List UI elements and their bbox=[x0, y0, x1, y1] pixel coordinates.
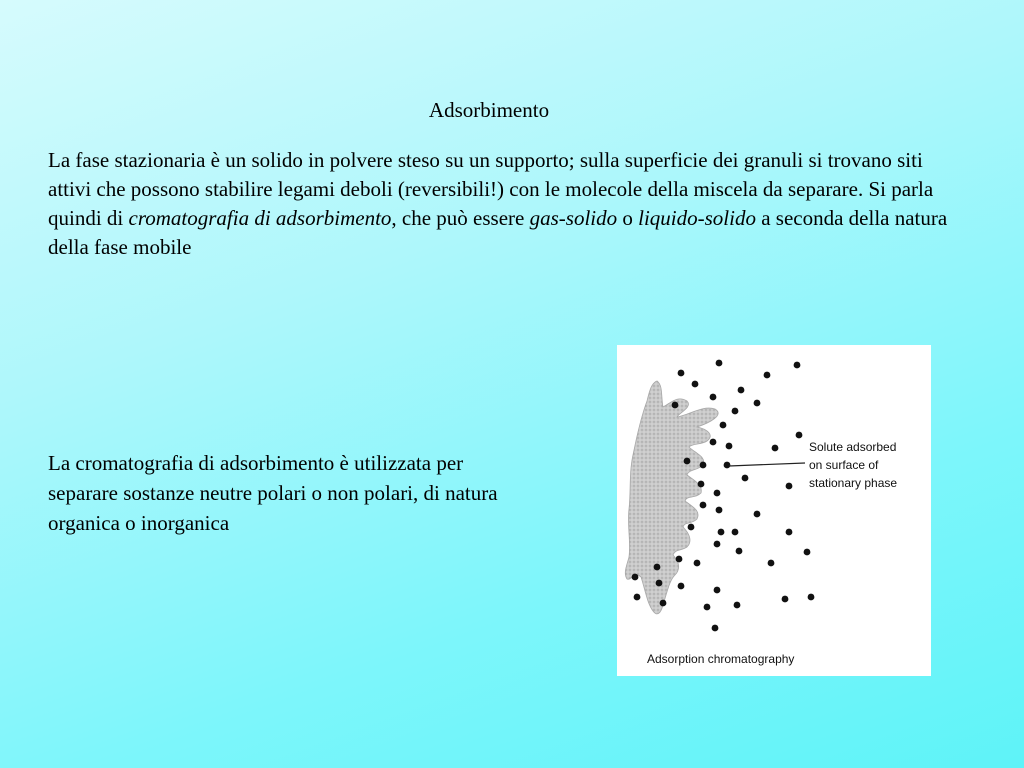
term-gas-solid: gas-solido bbox=[529, 206, 618, 230]
intro-text-2: , che può essere bbox=[391, 206, 530, 230]
stationary-phase-shape bbox=[625, 381, 718, 614]
usage-paragraph: La cromatografia di adsorbimento è utilizzata per separare sostanze neutre polari o non polari, di natura organica o inorganica bbox=[48, 451, 498, 535]
callout-line-2: on surface of bbox=[809, 458, 879, 472]
term-adsorption-chromatography: cromatografia di adsorbimento bbox=[128, 206, 392, 230]
intro-text-1: La fase stazionaria è un solido in polvere steso su un supporto; sulla superficie dei granuli si trovano siti attivi che possono stabilire legami deboli (reversibili!) con le molecole della miscela da separare. Si parla quindi di bbox=[48, 148, 934, 230]
figure-caption: Adsorption chromatography bbox=[647, 652, 795, 666]
adsorption-diagram bbox=[617, 345, 931, 676]
adsorption-figure bbox=[617, 345, 931, 676]
term-liquid-solid: liquido-solido bbox=[638, 206, 756, 230]
callout-line-1: Solute adsorbed bbox=[809, 440, 897, 454]
slide-title: Adsorbimento bbox=[428, 98, 550, 122]
callout-line-3: stationary phase bbox=[809, 476, 898, 490]
intro-text-4: a seconda della natura della fase mobile bbox=[48, 206, 948, 259]
intro-text-3: o bbox=[617, 206, 639, 230]
callout-line bbox=[729, 463, 805, 466]
intro-paragraph bbox=[48, 146, 948, 262]
